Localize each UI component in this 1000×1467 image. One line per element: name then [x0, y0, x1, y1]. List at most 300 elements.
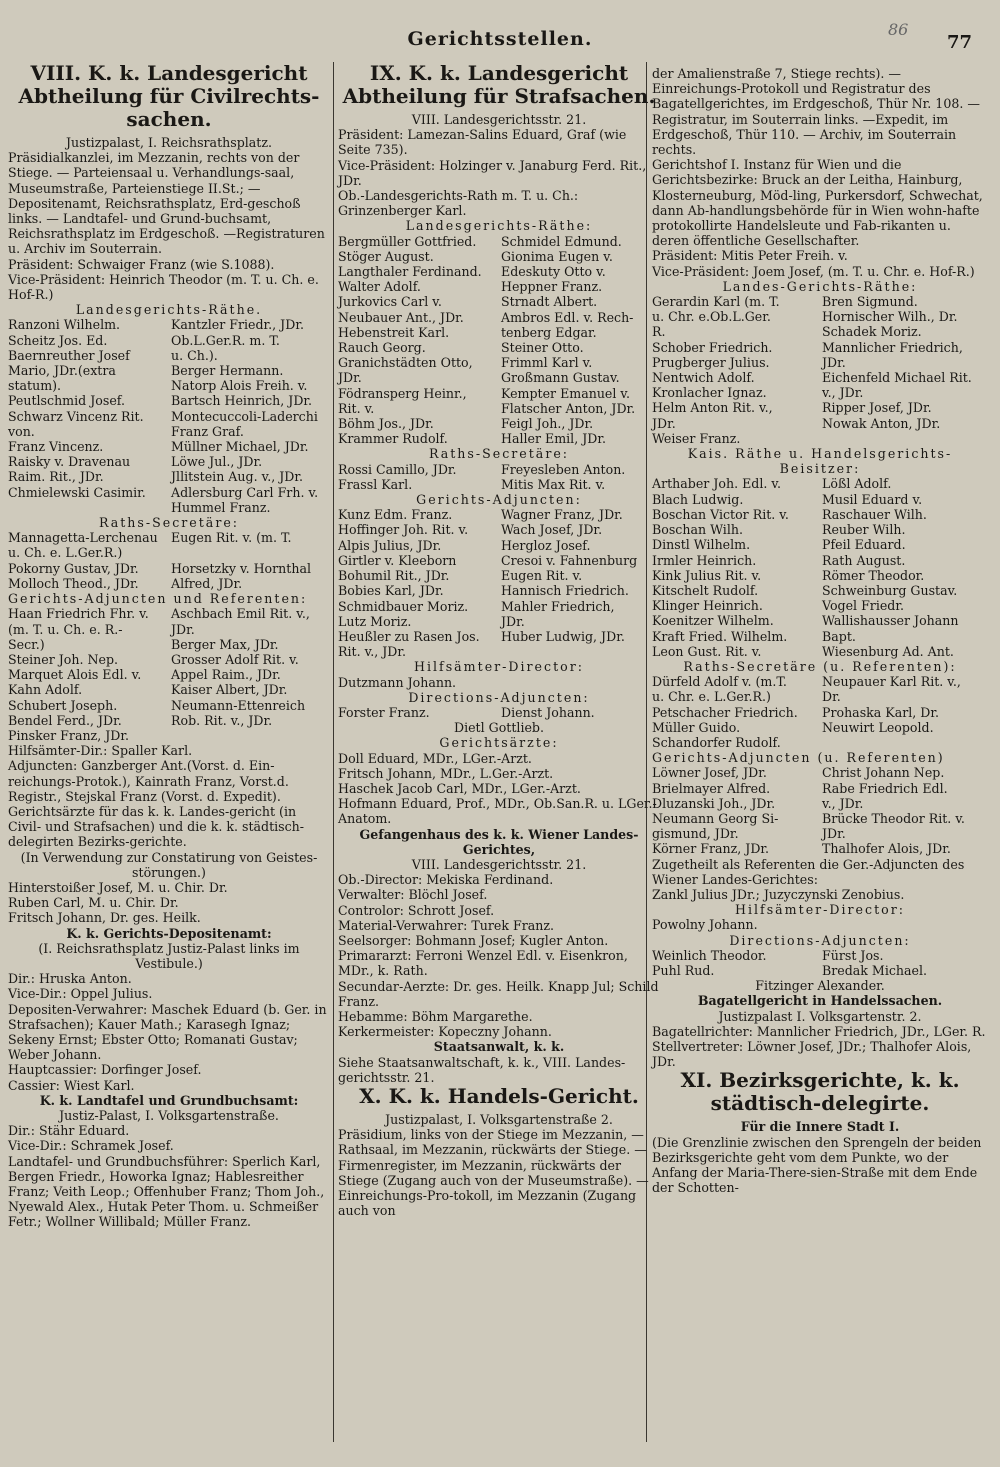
entry-row	[8, 698, 330, 713]
entry-name: Berger Max, JDr.	[171, 636, 279, 652]
entry-row	[338, 583, 660, 598]
entry-row	[338, 553, 660, 568]
entry-name: Strnadt Albert.	[501, 294, 598, 310]
entry-row	[652, 781, 988, 796]
entry-row	[338, 401, 660, 416]
entry-row	[338, 249, 660, 264]
entry-row	[652, 568, 988, 583]
entry-name: Rauch Georg.	[338, 340, 426, 356]
entry-row	[8, 606, 330, 621]
entry-row	[8, 576, 330, 591]
entry-row	[338, 705, 660, 720]
entry-name: Hannisch Friedrich.	[501, 583, 629, 599]
text-block: Primararzt: Ferroni Wenzel Edl. v. Eisenkron, MDr., k. Rath.	[338, 948, 632, 979]
text-block: Ob.-Landesgerichts-Rath m. T. u. Ch.: Grinzenberger Karl.	[338, 188, 583, 219]
entry-name: Rob. Rit. v., JDr.	[171, 712, 273, 728]
entry-row	[652, 355, 988, 370]
section-heading: XI. Bezirksgerichte, k. k. städtisch-delegirte.	[680, 1068, 967, 1116]
entry-row	[652, 948, 988, 963]
entry-name: Schober Friedrich.	[652, 339, 773, 355]
entry-row	[338, 629, 660, 644]
column-left	[8, 62, 330, 1460]
text-block: Justizpalast, I. Reichsrathsplatz.	[65, 135, 272, 150]
entry-name: Huber Ludwig, JDr.	[501, 628, 625, 644]
text-block: Zankl Julius JDr.; Juzyczynski Zenobius.	[652, 886, 905, 902]
entry-row	[652, 507, 988, 522]
entry-name: Ripper Josef, JDr.	[822, 400, 932, 416]
entry-name	[171, 545, 330, 560]
entry-name: Rit. v., JDr.	[338, 644, 406, 660]
entry-row	[338, 568, 660, 583]
text-block: Vice-Präsident: Heinrich Theodor (m. T. u. Ch. e. Hof-R.)	[8, 271, 323, 303]
entry-name: Aschbach Emil Rit. v.,	[171, 606, 310, 622]
entry-row	[652, 735, 988, 750]
text-block: Landesgerichts-Räthe:	[405, 218, 593, 234]
entry-name: Neubauer Ant., JDr.	[338, 309, 464, 325]
entry-name: Jllitstein Aug. v., JDr.	[171, 469, 303, 485]
entry-name: Kink Julius Rit. v.	[652, 567, 762, 583]
entry-name	[822, 431, 988, 446]
text-block: Für die Innere Stadt I.	[740, 1119, 900, 1135]
entry-name: Bapt.	[822, 628, 856, 644]
entry-row	[652, 963, 988, 978]
text-block: Staatsanwalt, k. k.	[433, 1039, 565, 1055]
text-block: Landes-Gerichts-Räthe:	[722, 278, 918, 294]
entry-row	[8, 530, 330, 545]
entry-row	[8, 652, 330, 667]
entry-name: Neumann-Ettenreich	[171, 697, 306, 713]
entry-row	[8, 713, 330, 728]
text-block: Dutzmann Johann.	[338, 674, 457, 690]
entry-name: JDr.	[171, 621, 195, 637]
page-number: 77	[946, 32, 972, 53]
text-block: Cassier: Wiest Karl.	[8, 1077, 135, 1093]
entry-name	[501, 644, 660, 659]
entry-name: gismund, JDr.	[652, 826, 739, 842]
entry-name: Cresoi v. Fahnenburg	[501, 552, 638, 568]
text-block: (Die Grenzlinie zwischen den Sprengeln der beiden Bezirksgerichte geht vom dem Punkte, wo der Anfang der Maria-There-sien-Straße mit dem Ende der Schotten-	[652, 1134, 986, 1196]
entry-name: Raschauer Wilh.	[822, 506, 927, 522]
entry-name: Klinger Heinrich.	[652, 598, 763, 614]
entry-name: JDr.	[822, 354, 846, 370]
column-middle	[338, 61, 663, 1460]
entry-name: Schwarz Vincenz Rit.	[8, 408, 144, 424]
entry-row	[652, 720, 988, 735]
entry-name: Lutz Moriz.	[338, 613, 412, 629]
text-block: Depositen-Verwahrer: Maschek Eduard (b. Ger. in Strafsachen); Kauer Math.; Karasegh Ignaz; Sekeny Ernst; Ebster Otto; Romanati Gustav; Weber Johann.	[8, 1001, 331, 1063]
entry-row	[652, 309, 988, 324]
entry-name: Alpis Julius, JDr.	[338, 537, 442, 553]
text-block: Justizpalast I. Volksgartenstr. 2.	[718, 1008, 922, 1024]
entry-row	[652, 324, 988, 339]
entry-name: Kronlacher Ignaz.	[652, 385, 767, 401]
text-block: Gerichtsärzte:	[439, 735, 559, 751]
entry-name: Marquet Alois Edl. v.	[8, 667, 142, 683]
text-block: Kerkermeister: Kopeczny Johann.	[338, 1024, 552, 1040]
text-block: Gerichts-Adjuncten:	[416, 492, 582, 508]
text-block: Gerichtshof I. Instanz für Wien und die Gerichtsbezirke: Bruck an der Leitha, Hainburg, Klosterneuburg, Möd-ling, Purkersdorf, Schwechat, dann Ab-handlungsbehörde für in Wien wohn-hafte protokollirte Handelsleute und Fab-rikanten u. deren öffentliche Gesellschafter.	[652, 157, 987, 249]
section-heading: IX. K. k. Landesgericht Abtheilung für Strafsachen.	[342, 61, 656, 108]
text-block: Gerichts-Adjuncten und Referenten:	[8, 591, 308, 607]
entry-name: Walter Adolf.	[338, 279, 421, 295]
entry-name: Neumann Georg Si-	[652, 810, 779, 826]
entry-name: Helm Anton Rit. v.,	[652, 400, 773, 416]
entry-row	[8, 317, 330, 332]
entry-name: Feigl Joh., JDr.	[501, 416, 594, 432]
entry-name: Nentwich Adolf.	[652, 370, 755, 386]
text-block: Fitzinger Alexander.	[755, 978, 885, 994]
entry-row	[652, 370, 988, 385]
text-block: Fritsch Johann, Dr. ges. Heilk.	[8, 910, 201, 926]
entry-name: Brielmayer Alfred.	[652, 780, 771, 796]
text-block: Vice-Dir.: Schramek Josef.	[8, 1138, 174, 1154]
text-block: Dir.: Hruska Anton.	[8, 971, 132, 987]
entry-name: Rossi Camillo, JDr.	[338, 461, 457, 477]
entry-row	[338, 614, 660, 629]
entry-name: Steiner Joh. Nep.	[8, 651, 119, 667]
entry-row	[8, 454, 330, 469]
entry-name: Großmann Gustav.	[501, 370, 620, 386]
entry-row	[652, 537, 988, 552]
text-block: Stellvertreter: Löwner Josef, JDr.; Thalhofer Alois, JDr.	[652, 1039, 976, 1070]
text-block: Präsident: Mitis Peter Freih. v.	[652, 248, 848, 264]
entry-name: Wallishausser Johann	[822, 613, 959, 629]
entry-name: Neuwirt Leopold.	[822, 719, 934, 735]
entry-name: Löwe Jul., JDr.	[171, 454, 263, 470]
text-block: Präsidialkanzlei, im Mezzanin, rechts von der Stiege. — Parteiensaal u. Verhandlungs-saal, Museumstraße, Parteienstiege II.St.; — Depositenamt, Reichsrathsplatz, Erd-geschoß links. — Landtafel- und Grund-buchsamt, Reichsrathsplatz im Erdgeschoß. —Registraturen u. Archiv im Souterrain.	[8, 150, 329, 257]
text-block: Ruben Carl, M. u. Chir. Dr.	[8, 895, 179, 911]
entry-name: Schandorfer Rudolf.	[652, 734, 781, 750]
text-block: (I. Reichsrathsplatz Justiz-Palast links im Vestibule.)	[38, 940, 304, 971]
entry-name: Scheitz Jos. Ed.	[8, 332, 108, 348]
entry-name: Eichenfeld Michael Rit.	[822, 370, 972, 386]
entry-name: Heußler zu Rasen Jos.	[338, 628, 480, 644]
entry-name	[8, 500, 167, 515]
entry-name: Weinlich Theodor.	[652, 947, 767, 963]
entry-row	[8, 500, 330, 515]
entry-row	[338, 370, 660, 385]
entry-row	[652, 492, 988, 507]
entry-name: Gerardin Karl (m. T.	[652, 294, 780, 310]
entry-name: Raim. Rit., JDr.	[8, 469, 104, 485]
entry-row	[338, 386, 660, 401]
entry-name: u. Ch. e. L.Ger.R.)	[8, 545, 123, 561]
entry-name: Boschan Victor Rit. v.	[652, 506, 789, 522]
entry-name: Kitschelt Rudolf.	[652, 582, 759, 598]
entry-name: Kempter Emanuel v.	[501, 385, 631, 401]
entry-row	[652, 583, 988, 598]
entry-name: Eugen Rit. v.	[501, 568, 583, 584]
entry-name: Blach Ludwig.	[652, 491, 744, 507]
entry-row	[8, 561, 330, 576]
entry-name: Schmidbauer Moriz.	[338, 598, 469, 614]
entry-name: Pfeil Eduard.	[822, 537, 906, 553]
entry-name: Freyesleben Anton.	[501, 461, 626, 477]
text-block: Präsidium, links von der Stiege im Mezzanin, — Rathsaal, im Mezzanin, rückwärts der Stiege. — Firmenregister, im Mezzanin, rückwärts der Stiege (Zugang auch von der Museumstraße). — Einreichungs-Pro-tokoll, im Mezzanin (Zugang auch von	[338, 1127, 653, 1219]
text-block: Justizpalast, I. Volksgartenstraße 2.	[385, 1112, 613, 1127]
entry-row	[8, 393, 330, 408]
entry-name: Wagner Franz, JDr.	[501, 507, 623, 523]
entry-name: Ranzoni Wilhelm.	[8, 317, 121, 333]
text-block: Vice-Dir.: Oppel Julius.	[8, 986, 153, 1002]
entry-name: Flatscher Anton, JDr.	[501, 400, 636, 416]
entry-name: Weiser Franz.	[652, 430, 741, 446]
entry-name: Pinsker Franz, JDr.	[8, 727, 129, 743]
entry-name: Horsetzky v. Hornthal	[171, 560, 311, 576]
entry-name: Wiesenburg Ad. Ant.	[822, 643, 954, 659]
entry-row	[338, 355, 660, 370]
entry-name: Krammer Rudolf.	[338, 431, 448, 447]
text-block: Controlor: Schrott Josef.	[338, 902, 495, 918]
entry-name: Gionima Eugen v.	[501, 248, 613, 264]
entry-name: Kraft Fried. Wilhelm.	[652, 628, 788, 644]
entry-name: Ambros Edl. v. Rech-	[501, 309, 634, 325]
entry-name: Bartsch Heinrich, JDr.	[171, 393, 313, 409]
entry-row	[652, 796, 988, 811]
running-head: Gerichtsstellen.	[407, 28, 593, 50]
text-block: Secundar-Aerzte: Dr. ges. Heilk. Knapp Jul; Schild Franz.	[338, 978, 663, 1009]
entry-name: Koenitzer Wilhelm.	[652, 613, 774, 629]
text-block: Fritsch Johann, MDr., L.Ger.-Arzt.	[338, 765, 554, 781]
entry-row	[8, 667, 330, 682]
entry-name: Eugen Rit. v. (m. T.	[171, 530, 292, 546]
entry-name: statum).	[8, 378, 62, 394]
entry-row	[338, 294, 660, 309]
entry-name: Schadek Moriz.	[822, 324, 922, 340]
entry-row	[652, 598, 988, 613]
entry-name: Müller Guido.	[652, 719, 741, 735]
entry-name: Schweinburg Gustav.	[822, 582, 958, 598]
section-heading: VIII. K. k. Landesgericht Abtheilung für Civilrechts-sachen.	[18, 61, 320, 131]
entry-name: JDr.	[822, 826, 846, 842]
entry-name: Franz Graf.	[171, 423, 244, 439]
entry-name: Fürst Jos.	[822, 947, 884, 963]
entry-name: Pokorny Gustav, JDr.	[8, 560, 139, 576]
entry-name: Hoffinger Joh. Rit. v.	[338, 522, 469, 538]
entry-row	[8, 728, 330, 743]
entry-row	[8, 485, 330, 500]
entry-row	[652, 385, 988, 400]
entry-row	[8, 409, 330, 424]
entry-name: tenberg Edgar.	[501, 324, 597, 340]
entry-name: Granichstädten Otto,	[338, 355, 473, 371]
entry-name: Boschan Wilh.	[652, 522, 743, 538]
entry-name: Hummel Franz.	[171, 499, 271, 515]
entry-row	[338, 264, 660, 279]
text-block: Ob.-Director: Mekiska Ferdinand.	[338, 872, 554, 888]
text-block: der Amalienstraße 7, Stiege rechts). — Einreichungs-Protokoll und Registratur des Bagatellgerichtes, im Erdgeschoß, Thür Nr. 108. — Registratur, im Souterrain links. —Expedit, im Erdgeschoß, Thür 110. — Archiv, im Souterrain rechts.	[652, 66, 984, 158]
entry-row	[652, 644, 988, 659]
entry-row	[652, 826, 988, 841]
entry-row	[652, 705, 988, 720]
entry-name: Montecuccoli-Laderchi	[171, 408, 318, 424]
entry-row	[8, 682, 330, 697]
text-block: Directions-Adjuncten:	[408, 689, 590, 705]
entry-row	[8, 363, 330, 378]
text-block: Material-Verwahrer: Turek Franz.	[338, 917, 555, 933]
entry-name: Thalhofer Alois, JDr.	[822, 841, 951, 857]
entry-row	[652, 674, 988, 689]
entry-row	[8, 469, 330, 484]
entry-name: Bren Sigmund.	[822, 294, 918, 310]
entry-name: JDr.	[501, 613, 525, 629]
entry-name: Arthaber Joh. Edl. v.	[652, 476, 781, 492]
entry-row	[652, 689, 988, 704]
entry-name: u. Ch.).	[171, 347, 218, 363]
entry-name: Baernreuther Josef	[8, 347, 130, 363]
text-block: Haschek Jacob Carl, MDr., LGer.-Arzt.	[338, 780, 581, 796]
entry-row	[338, 644, 660, 659]
entry-name: Dr.	[822, 689, 841, 705]
entry-row	[338, 325, 660, 340]
entry-name: Schubert Joseph.	[8, 697, 118, 713]
pencil-annotation: 86	[888, 20, 909, 39]
entry-name: Heppner Franz.	[501, 279, 603, 295]
text-block: Dietl Gottlieb.	[453, 720, 544, 736]
text-block: VIII. Landesgerichtsstr. 21.	[411, 112, 587, 127]
entry-row	[8, 333, 330, 348]
entry-row	[8, 637, 330, 652]
entry-name: Secr.)	[8, 636, 45, 652]
text-block: Hauptcassier: Dorfinger Josef.	[8, 1062, 202, 1078]
entry-name: Appel Raim., JDr.	[171, 667, 281, 683]
text-block: Verwalter: Blöchl Josef.	[338, 887, 488, 903]
entry-name: v., JDr.	[822, 385, 864, 401]
text-block: (In Verwendung zur Constatirung von Geistes-störungen.)	[20, 849, 318, 880]
entry-name: Mario, JDr.(extra	[8, 363, 116, 379]
text-block: Hofmann Eduard, Prof., MDr., Ob.San.R. u. LGer.-Anatom.	[338, 796, 657, 827]
entry-row	[338, 340, 660, 355]
entry-name: Leon Gust. Rit. v.	[652, 643, 762, 659]
entry-name: Molloch Theod., JDr.	[8, 575, 139, 591]
entry-name: Kunz Edm. Franz.	[338, 507, 453, 523]
entry-name: Mannagetta-Lerchenau	[8, 530, 158, 546]
entry-name: Prugberger Julius.	[652, 354, 770, 370]
entry-name: Kantzler Friedr., JDr.	[171, 317, 304, 333]
entry-name: R.	[652, 324, 666, 340]
entry-name: u. Chr. e. L.Ger.R.)	[652, 689, 771, 705]
entry-name: Bobies Karl, JDr.	[338, 583, 444, 599]
entry-row	[652, 400, 988, 415]
entry-row	[652, 629, 988, 644]
text-block: Raths-Secretäre:	[98, 515, 240, 531]
text-block: K. k. Gerichts-Depositenamt:	[66, 925, 272, 941]
entry-name: Peutlschmid Josef.	[8, 393, 125, 409]
entry-name: Alfred, JDr.	[171, 575, 243, 591]
entry-name: Adlersburg Carl Frh. v.	[171, 484, 319, 500]
text-block: Hebamme: Böhm Margarethe.	[338, 1008, 533, 1024]
entry-name: Hornischer Wilh., Dr.	[822, 309, 958, 325]
entry-name: Müllner Michael, JDr.	[171, 439, 309, 455]
entry-name: Haan Friedrich Fhr. v.	[8, 606, 149, 622]
entry-name: Dürfeld Adolf v. (m.T.	[652, 674, 787, 690]
entry-row	[8, 545, 330, 560]
entry-name: Schmidel Edmund.	[501, 233, 622, 249]
entry-row	[652, 613, 988, 628]
text-block: Gerichts-Adjuncten (u. Referenten)	[652, 750, 945, 766]
entry-name: Langthaler Ferdinand.	[338, 264, 482, 280]
entry-name: Frassl Karl.	[338, 476, 413, 492]
text-block: Zugetheilt als Referenten die Ger.-Adjuncten des Wiener Landes-Gerichtes:	[652, 856, 969, 887]
text-block: VIII. Landesgerichtsstr. 21.	[411, 856, 587, 872]
text-block: Vice-Präsident: Holzinger v. Janaburg Ferd. Rit., JDr.	[338, 157, 651, 188]
text-block: Hilfsämter-Director:	[414, 659, 584, 675]
text-block: Landesgerichts-Räthe.	[75, 302, 263, 318]
entry-name: Nowak Anton, JDr.	[822, 415, 941, 431]
entry-name: Födransperg Heinr.,	[338, 385, 467, 401]
text-block: Vice-Präsident: Joem Josef, (m. T. u. Chr. e. Hof-R.)	[652, 263, 975, 279]
text-block: Landtafel- und Grundbuchsführer: Sperlich Karl, Bergen Friedr., Howorka Ignaz; Hablesreither Franz; Veith Leop.; Offenhuber Franz; Thom Joh., Nyewald Alex., Hutak Peter Thom. u. Schmeißer Fetr.; Wollner Willibald; Müller Franz.	[8, 1153, 329, 1230]
entry-row	[8, 378, 330, 393]
entry-row	[338, 416, 660, 431]
text-block: Raths-Secretäre:	[428, 446, 570, 462]
entry-name: Bergmüller Gottfried.	[338, 233, 477, 249]
entry-name: Kaiser Albert, JDr.	[171, 682, 288, 698]
entry-row	[338, 507, 660, 522]
entry-name: Girtler v. Kleeborn	[338, 552, 457, 568]
text-block: Hinterstoißer Josef, M. u. Chir. Dr.	[8, 879, 228, 895]
text-block: Gefangenhaus des k. k. Wiener Landes-Gerichtes,	[359, 826, 639, 857]
text-block: Bagatellrichter: Mannlicher Friedrich, JDr., LGer. R.	[652, 1023, 986, 1039]
entry-row	[8, 622, 330, 637]
text-block: Präsident: Schwaiger Franz (wie S.1088).	[8, 256, 275, 272]
entry-row	[8, 348, 330, 363]
entry-row	[338, 538, 660, 553]
page-header	[0, 20, 1000, 58]
text-block: Seelsorger: Bohmann Josef; Kugler Anton.	[338, 932, 609, 948]
entry-name: Kahn Adolf.	[8, 682, 83, 698]
entry-name: JDr.	[338, 370, 362, 386]
entry-name: Löwner Josef, JDr.	[652, 765, 767, 781]
entry-name: Ob.L.Ger.R. m. T.	[171, 332, 280, 348]
entry-name: Brücke Theodor Rit. v.	[822, 810, 965, 826]
entry-name: Haller Emil, JDr.	[501, 431, 607, 447]
text-block: Gerichtsärzte für das k. k. Landes-gericht (in Civil- und Strafsachen) und die k. k. städtisch-delegirten Bezirks-gerichte.	[8, 803, 305, 850]
text-block: Kais. Räthe u. Handelsgerichts-Beisitzer:	[687, 446, 953, 477]
entry-row	[338, 599, 660, 614]
entry-name: Dienst Johann.	[501, 704, 595, 720]
column-rule-left	[333, 62, 334, 1442]
entry-name: Raisky v. Dravenau	[8, 454, 131, 470]
entry-row	[338, 477, 660, 492]
entry-name	[171, 728, 330, 743]
text-block: K. k. Landtafel und Grundbuchsamt:	[39, 1092, 299, 1108]
entry-name: Vogel Friedr.	[822, 598, 905, 614]
entry-row	[338, 462, 660, 477]
section-heading: X. K. k. Handels-Gericht.	[359, 1084, 639, 1108]
text-block: Präsident: Lamezan-Salins Eduard, Graf (wie Seite 735).	[338, 127, 631, 158]
entry-name: Mahler Friedrich,	[501, 598, 615, 614]
entry-row	[338, 310, 660, 325]
entry-name: Puhl Rud.	[652, 962, 715, 978]
text-block: Dir.: Stähr Eduard.	[8, 1123, 130, 1139]
entry-name: Christ Johann Nep.	[822, 765, 945, 781]
text-block: Directions-Adjuncten:	[729, 932, 911, 948]
entry-name: Musil Eduard v.	[822, 491, 923, 507]
entry-name: Steiner Otto.	[501, 340, 584, 356]
entry-name: Bohumil Rit., JDr.	[338, 568, 450, 584]
entry-name: Lößl Adolf.	[822, 476, 892, 492]
entry-row	[652, 431, 988, 446]
entry-name: Mannlicher Friedrich,	[822, 339, 963, 355]
column-right	[652, 66, 988, 1464]
entry-name: Neupauer Karl Rit. v.,	[822, 674, 961, 690]
text-block: Siehe Staatsanwaltschaft, k. k., VIII. Landes-gerichtsstr. 21.	[338, 1054, 626, 1085]
entry-name: (m. T. u. Ch. e. R.-	[8, 621, 123, 637]
entry-name: Körner Franz, JDr.	[652, 841, 770, 857]
entry-name	[822, 735, 988, 750]
entry-name: Bredak Michael.	[822, 962, 928, 978]
